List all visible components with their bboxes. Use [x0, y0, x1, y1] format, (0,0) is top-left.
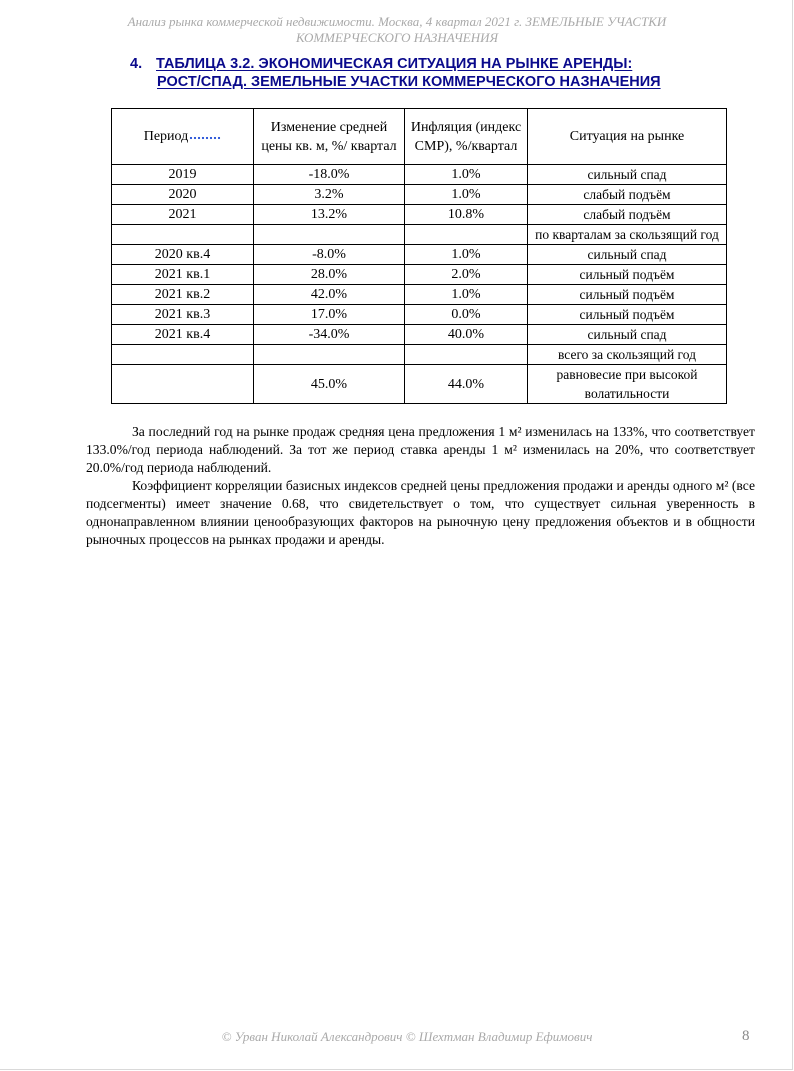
table-cell-period	[112, 365, 254, 404]
column-header-period: Период	[112, 109, 254, 165]
running-header-line2: КОММЕРЧЕСКОГО НАЗНАЧЕНИЯ	[295, 30, 499, 45]
table-cell-situation: сильный спад	[528, 245, 727, 265]
table-cell-price-change: -34.0%	[254, 325, 405, 345]
running-header	[0, 14, 794, 46]
table-cell-inflation: 1.0%	[405, 245, 528, 265]
table-cell-period: 2020	[112, 185, 254, 205]
table-header-row	[112, 109, 727, 165]
table-cell-situation: слабый подъём	[528, 185, 727, 205]
table-cell-price-change: 28.0%	[254, 265, 405, 285]
table-cell-inflation: 0.0%	[405, 305, 528, 325]
section-heading	[130, 55, 750, 91]
table-cell-inflation: 40.0%	[405, 325, 528, 345]
table-row	[112, 305, 727, 325]
section-number: 4.	[130, 56, 143, 72]
table-row	[112, 205, 727, 225]
table-cell-situation: слабый подъём	[528, 205, 727, 225]
table-row	[112, 165, 727, 185]
table-cell-period	[112, 345, 254, 365]
table-row	[112, 325, 727, 345]
table-cell-situation: сильный подъём	[528, 305, 727, 325]
table-row	[112, 185, 727, 205]
table-cell-situation: сильный подъём	[528, 285, 727, 305]
table-row	[112, 365, 727, 404]
table-cell-price-change: 45.0%	[254, 365, 405, 404]
table-cell-situation: равновесие при высокой волатильности	[528, 365, 727, 404]
table-cell-period: 2021 кв.2	[112, 285, 254, 305]
table-cell-price-change: 13.2%	[254, 205, 405, 225]
table-cell-inflation	[405, 225, 528, 245]
market-situation-table	[111, 108, 727, 404]
table-cell-period: 2021 кв.1	[112, 265, 254, 285]
table-cell-period: 2019	[112, 165, 254, 185]
table-cell-inflation: 1.0%	[405, 185, 528, 205]
page-number: 8	[742, 1028, 750, 1044]
table-cell-price-change: -18.0%	[254, 165, 405, 185]
table-row	[112, 285, 727, 305]
spellcheck-underline	[189, 136, 221, 140]
table-cell-price-change: 42.0%	[254, 285, 405, 305]
table-cell-inflation: 1.0%	[405, 165, 528, 185]
table-cell-price-change: 3.2%	[254, 185, 405, 205]
table-cell-period: 2021	[112, 205, 254, 225]
paragraph: Коэффициент корреляции базисных индексов средней цены предложения продажи и аренды одного м² (все подсегменты) имеет значение 0.68, что свидетельствует о том, что существует сильная уверенность в однонаправленном влиянии ценообразующих факторов на рыночную цену предложения объектов и в общности рыночных процессов на рынках продажи и аренды.	[86, 478, 755, 547]
table-cell-inflation	[405, 345, 528, 365]
column-header-price-change: Изменение средней цены кв. м, %/ квартал	[254, 109, 405, 165]
table-cell-price-change	[254, 225, 405, 245]
footer-authors: © Урван Николай Александрович © Шехтман Владимир Ефимович	[221, 1029, 593, 1044]
column-header-situation: Ситуация на рынке	[528, 109, 727, 165]
table-cell-situation: сильный подъём	[528, 265, 727, 285]
table-row	[112, 225, 727, 245]
body-text	[86, 423, 755, 549]
table-cell-price-change: 17.0%	[254, 305, 405, 325]
paragraph: За последний год на рынке продаж средняя цена предложения 1 м² изменилась на 133%, что соответствует 133.0%/год периода наблюдений. За тот же период ставка аренды 1 м² изменилась на 20%, что соответствует 20.0%/год периода наблюдений.	[86, 424, 755, 475]
table-cell-period: 2021 кв.4	[112, 325, 254, 345]
table-row	[112, 345, 727, 365]
running-header-line1: Анализ рынка коммерческой недвижимости. Москва, 4 квартал 2021 г. ЗЕМЕЛЬНЫЕ УЧАСТКИ	[127, 14, 667, 29]
table-row	[112, 265, 727, 285]
table-cell-situation: сильный спад	[528, 165, 727, 185]
table-cell-inflation: 1.0%	[405, 285, 528, 305]
table-cell-period	[112, 225, 254, 245]
table-cell-period: 2021 кв.3	[112, 305, 254, 325]
table-cell-situation: сильный спад	[528, 325, 727, 345]
table-cell-inflation: 10.8%	[405, 205, 528, 225]
table-cell-inflation: 44.0%	[405, 365, 528, 404]
table-cell-situation: всего за скользящий год	[528, 345, 727, 365]
table-cell-price-change	[254, 345, 405, 365]
section-title-line2: РОСТ/СПАД. ЗЕМЕЛЬНЫЕ УЧАСТКИ КОММЕРЧЕСКОГО НАЗНАЧЕНИЯ	[157, 74, 661, 90]
table-cell-price-change: -8.0%	[254, 245, 405, 265]
table-cell-situation: по кварталам за скользящий год	[528, 225, 727, 245]
table-cell-period: 2020 кв.4	[112, 245, 254, 265]
column-header-inflation: Инфляция (индекс СМР), %/квартал	[405, 109, 528, 165]
table-row	[112, 245, 727, 265]
table-cell-inflation: 2.0%	[405, 265, 528, 285]
section-title-line1: ТАБЛИЦА 3.2. ЭКОНОМИЧЕСКАЯ СИТУАЦИЯ НА РЫНКЕ АРЕНДЫ:	[156, 56, 633, 72]
